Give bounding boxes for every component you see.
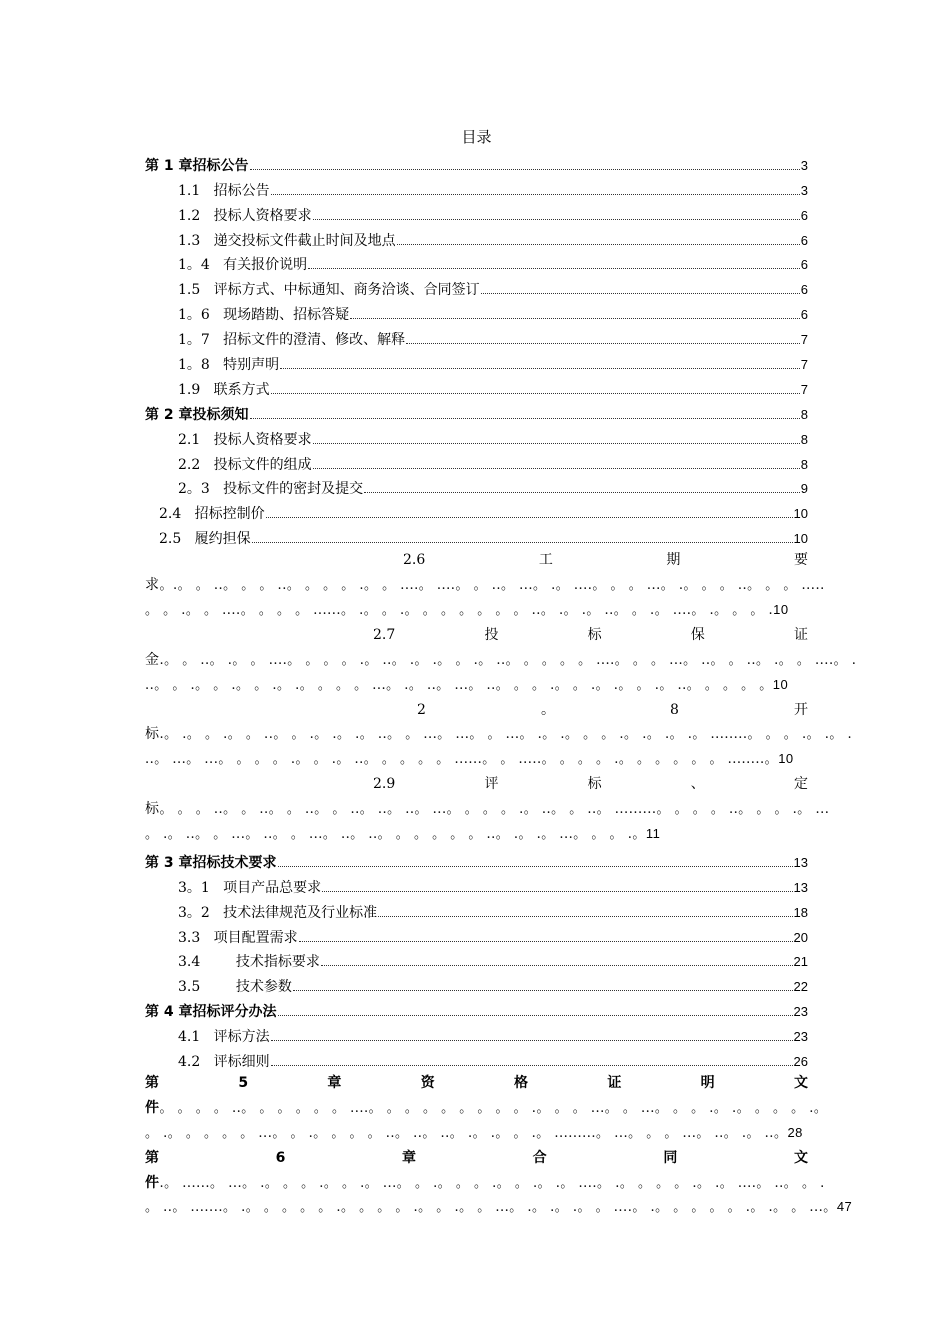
toc-justified-word: 证	[793, 626, 808, 643]
toc-page-number: 3	[800, 182, 808, 198]
toc-leader	[271, 1039, 793, 1041]
toc-page-number: 3	[800, 157, 808, 173]
toc-entry[interactable]	[145, 200, 808, 225]
toc-page-number: 10	[793, 531, 808, 547]
toc-leader: 。.。 。 ..。 。 。 ..。 。 。 。 .。 。 ....。 ....。 。 ..。 ...。 .。 ....。 。 。 ...。 .。 。 。 ..。 。 。 .....	[159, 578, 825, 594]
toc-leader: .。 ......。 ...。 .。 。 。 .。 。 .。 ...。 。 .。 。 。 .。 。 .。 .。 ....。 .。 。 。 。 .。 .。 ....。 ..。 。 .	[159, 1175, 825, 1191]
toc-page	[145, 124, 857, 1220]
toc-entry[interactable]	[145, 947, 808, 972]
toc-leader	[481, 292, 800, 294]
toc-entry[interactable]	[145, 971, 808, 996]
toc-entry[interactable]	[145, 1021, 808, 1046]
toc-entry-label: 4.2 评标细则	[178, 1053, 270, 1070]
toc-page-number: 10	[778, 751, 794, 767]
toc-leader	[271, 1064, 793, 1066]
toc-entry-label: 第 1 章招标公告	[145, 157, 249, 174]
toc-entry[interactable]	[145, 175, 808, 200]
toc-entry-label: 3。2 技术法律规范及行业标准	[178, 904, 378, 921]
toc-page-number: 8	[800, 456, 808, 472]
toc-justified-word: 保	[690, 626, 705, 643]
toc-entry-label: 1。6 现场踏勘、招标答疑	[178, 307, 350, 324]
toc-page-number: 18	[793, 904, 808, 920]
toc-entry[interactable]	[145, 424, 808, 449]
toc-page-number: 6	[800, 307, 808, 323]
toc-entry[interactable]	[145, 897, 808, 922]
toc-leader	[350, 317, 800, 319]
toc-entry-label: 1.2 投标人资格要求	[178, 207, 312, 224]
toc-entry[interactable]	[145, 922, 808, 947]
toc-justified-word: 2.9	[373, 776, 396, 793]
toc-leader	[250, 417, 800, 419]
toc-leader	[364, 491, 800, 493]
toc-page-number: 28	[787, 1124, 803, 1140]
toc-entry[interactable]	[145, 399, 808, 424]
toc-section-3	[145, 847, 808, 1071]
toc-entry-label: 3.3 项目配置需求	[178, 929, 298, 946]
toc-leader: 。 。 .。 。 ....。 。 。 。 ......。 .。 。 .。 。 。 。 。 。 。 ..。 .。 .。 ..。 。 .。 ....。 .。 。 。 .	[145, 603, 774, 619]
toc-justified-word: 工	[538, 552, 553, 569]
toc-justified-word: 证	[607, 1074, 622, 1091]
toc-justified-word: 、	[690, 776, 705, 793]
toc-entry[interactable]	[145, 847, 808, 872]
toc-justified-line	[145, 772, 808, 797]
toc-justified-word: 资	[420, 1074, 435, 1091]
toc-dot-line	[145, 1195, 853, 1220]
toc-page-number: 8	[800, 406, 808, 422]
toc-leader	[271, 392, 800, 394]
toc-justified-word: 文	[793, 1149, 808, 1166]
toc-dot-line	[145, 598, 808, 623]
toc-justified-word: 标	[587, 626, 602, 643]
toc-justified-word: 期	[666, 552, 681, 569]
toc-entry-tail: 件	[145, 1099, 160, 1116]
toc-leader: 。 。 。 ..。 。 ..。 。 ..。 。 ..。 ..。 ..。 ...。 。 。 。 .。 ..。 。 ..。 .........。 。 。 。 ..。 。 。 .。 ...	[159, 802, 830, 818]
toc-leader	[252, 541, 793, 543]
toc-page-number: 13	[793, 854, 808, 870]
toc-justified-word: 2	[417, 701, 426, 718]
toc-leader	[278, 1014, 793, 1016]
toc-justified-word: 第	[145, 1149, 159, 1166]
toc-justified-word: 2.7	[373, 626, 396, 643]
toc-page-number: 23	[793, 1004, 808, 1020]
toc-entry-label: 第 3 章招标技术要求	[145, 854, 277, 871]
toc-leader	[308, 267, 800, 269]
toc-page-number: 8	[800, 431, 808, 447]
toc-page-number: 13	[793, 879, 808, 895]
toc-justified-word: 第	[145, 1074, 159, 1091]
toc-justified-line	[145, 1071, 808, 1096]
toc-page-number: 6	[800, 232, 808, 248]
toc-dot-line	[145, 573, 825, 598]
toc-entry[interactable]	[145, 1046, 808, 1071]
toc-justified-word: 定	[793, 776, 808, 793]
toc-entry[interactable]	[145, 523, 808, 548]
toc-page-number: 21	[793, 954, 808, 970]
toc-justified-word: 明	[700, 1074, 715, 1091]
toc-justified-word: 合	[532, 1149, 547, 1166]
toc-section-4	[145, 1071, 853, 1220]
toc-justified-line	[145, 548, 808, 573]
toc-entry-label: 2.4 招标控制价	[159, 506, 265, 523]
toc-leader	[266, 516, 793, 518]
toc-entry[interactable]	[145, 349, 808, 374]
toc-leader: 。 .。 。 。 。 。 ...。 。 .。 。 。 。 ..。 ..。 ..。 .。 .。 。 .。 .........。 ...。 。 。 ...。 ..。 .。 ..。	[145, 1125, 788, 1141]
toc-entry-label: 1。8 特别声明	[178, 357, 280, 374]
toc-entry[interactable]	[145, 374, 808, 399]
toc-page-number: 6	[800, 207, 808, 223]
toc-dot-line	[145, 1171, 825, 1196]
toc-leader	[299, 940, 793, 942]
toc-leader: .。 .。 。 .。 。 ..。 。 .。 .。 .。 ..。 。 ...。 ...。 。 ...。 .。 .。 。 。 .。 .。 .。 .。 ........。 。 。 .。 .。 .	[159, 727, 853, 743]
toc-leader: .。 。 ..。 .。 。 ....。 。 。 。 .。 ..。 .。 .。 。 .。 ..。 。 。 。 。 ....。 。 。 ...。 ..。 。 ..。 .。 。 ....。 .	[159, 652, 857, 668]
toc-entry-label: 1.3 递交投标文件截止时间及地点	[178, 232, 396, 249]
toc-entry[interactable]	[145, 872, 808, 897]
toc-dot-line	[145, 822, 808, 847]
toc-justified-word: 评	[484, 776, 499, 793]
toc-entry-label: 3.4 技术指标要求	[178, 954, 320, 971]
toc-page-number: 6	[800, 282, 808, 298]
toc-entry-tail: 标	[145, 726, 160, 743]
toc-leader: ..。 ...。 ...。 。 。 。 .。 。 .。 ..。 。 。 。 。 ......。 。 .....。 。 。 。 .。 。 。 。 。 。 ........。	[145, 752, 779, 768]
toc-page-number: 23	[793, 1029, 808, 1045]
toc-leader	[313, 467, 800, 469]
toc-leader	[397, 243, 800, 245]
toc-leader: 。 ..。 .......。 .。 。 。 。 。 .。 。 。 。 .。 。 .。 。 ...。 .。 .。 .。 。 ....。 .。 。 。 。 。 .。 .。 。 ...。	[145, 1200, 837, 1216]
toc-section-2	[145, 548, 857, 847]
toc-leader: 。 。 。 。 ..。 。 。 。 。 。 ....。 。 。 。 。 。 。 。 。 .。 。 。 ...。 。 ...。 。 。 .。 .。 。 。 。 .。	[159, 1100, 828, 1116]
toc-justified-word: 5	[238, 1074, 249, 1091]
toc-entry[interactable]	[145, 274, 808, 299]
toc-justified-line	[145, 698, 808, 723]
toc-entry[interactable]	[145, 498, 808, 523]
toc-title: 目录	[461, 128, 492, 146]
toc-justified-word: 。	[540, 701, 555, 718]
toc-page-number: 20	[793, 929, 808, 945]
toc-entry[interactable]	[145, 250, 808, 275]
toc-entry-label: 1。7 招标文件的澄清、修改、解释	[178, 332, 406, 349]
toc-dot-line	[145, 747, 808, 772]
toc-entry-tail: 求	[145, 577, 160, 594]
toc-justified-word: 6	[275, 1149, 286, 1166]
toc-dot-line	[145, 722, 853, 747]
toc-entry-label: 4.1 评标方法	[178, 1029, 270, 1046]
toc-entry[interactable]	[145, 299, 808, 324]
toc-page-number: 47	[836, 1199, 853, 1215]
toc-entry-label: 第 2 章投标须知	[145, 406, 249, 423]
toc-entry-tail: 标	[145, 801, 160, 818]
toc-leader: ..。 。 .。 。 .。 。 .。 .。 。 。 。 ...。 .。 ..。 ...。 ..。 。 。 .。 。 .。 .。 。 .。 ..。 。 。 。 。	[145, 677, 773, 693]
toc-justified-word: 章	[402, 1149, 417, 1166]
toc-dot-line	[145, 1096, 828, 1121]
toc-justified-word: 开	[793, 701, 808, 718]
toc-justified-word: 格	[514, 1074, 528, 1091]
toc-entry[interactable]	[145, 225, 808, 250]
toc-entry-label: 3.5 技术参数	[178, 979, 292, 996]
toc-justified-word: 标	[587, 776, 602, 793]
toc-entry[interactable]	[145, 150, 808, 175]
toc-page-number: 6	[800, 257, 808, 273]
toc-page-number: 10	[772, 676, 789, 692]
toc-page-number: 26	[793, 1053, 808, 1069]
toc-entry-label: 2.2 投标文件的组成	[178, 456, 312, 473]
toc-page-number: 7	[800, 332, 808, 348]
toc-page-number: 9	[800, 481, 808, 497]
toc-leader	[406, 342, 800, 344]
toc-justified-word: 投	[484, 626, 499, 643]
toc-justified-line	[145, 623, 808, 648]
toc-justified-word: 2.6	[403, 552, 426, 569]
toc-entry-label: 3。1 项目产品总要求	[178, 879, 322, 896]
toc-leader	[322, 890, 792, 892]
toc-leader	[378, 915, 792, 917]
toc-entry-label: 1。4 有关报价说明	[178, 257, 308, 274]
toc-entry-label: 1.5 评标方式、中标通知、商务洽谈、合同签订	[178, 282, 480, 299]
toc-justified-word: 要	[794, 552, 808, 569]
toc-entry-label: 1.9 联系方式	[178, 381, 270, 398]
toc-entry[interactable]	[145, 474, 808, 499]
toc-entry[interactable]	[145, 996, 808, 1021]
toc-page-number: 10	[793, 506, 808, 522]
toc-entry-label: 2.5 履约担保	[159, 531, 251, 548]
toc-leader	[293, 989, 793, 991]
toc-entry-label: 2.1 投标人资格要求	[178, 431, 312, 448]
toc-leader	[280, 367, 800, 369]
toc-justified-word: 8	[670, 701, 679, 718]
toc-leader: 。 .。 ..。 。 ...。 ..。 。 ...。 ..。 ..。 。 。 。 。 。 ..。 .。 .。 ...。 。 。 .。	[145, 827, 646, 843]
toc-entry-tail: 金	[145, 651, 160, 668]
toc-leader	[271, 193, 800, 195]
toc-dot-line	[145, 673, 808, 698]
toc-leader	[278, 865, 793, 867]
toc-page-number: 7	[800, 357, 808, 373]
toc-leader	[313, 218, 800, 220]
toc-dot-line	[145, 1121, 808, 1146]
toc-dot-line	[145, 648, 857, 673]
toc-justified-word: 同	[663, 1149, 678, 1166]
toc-entry[interactable]	[145, 324, 808, 349]
toc-leader	[321, 964, 793, 966]
toc-leader	[313, 442, 800, 444]
toc-justified-line	[145, 1146, 808, 1171]
toc-justified-word: 章	[327, 1074, 342, 1091]
toc-page-number: 7	[800, 381, 808, 397]
toc-dot-line	[145, 797, 830, 822]
toc-page-number: 10	[773, 602, 789, 618]
toc-entry-tail: 件	[145, 1174, 160, 1191]
toc-page-number: 22	[793, 979, 808, 995]
toc-page-number: 11	[645, 826, 661, 842]
toc-entry-label: 1.1 招标公告	[178, 182, 270, 199]
toc-justified-word: 文	[793, 1074, 808, 1091]
toc-section-1	[145, 150, 808, 548]
toc-leader	[250, 168, 800, 170]
toc-entry[interactable]	[145, 449, 808, 474]
toc-entry-label: 2。3 投标文件的密封及提交	[178, 481, 364, 498]
toc-entry-label: 第 4 章招标评分办法	[145, 1004, 277, 1021]
